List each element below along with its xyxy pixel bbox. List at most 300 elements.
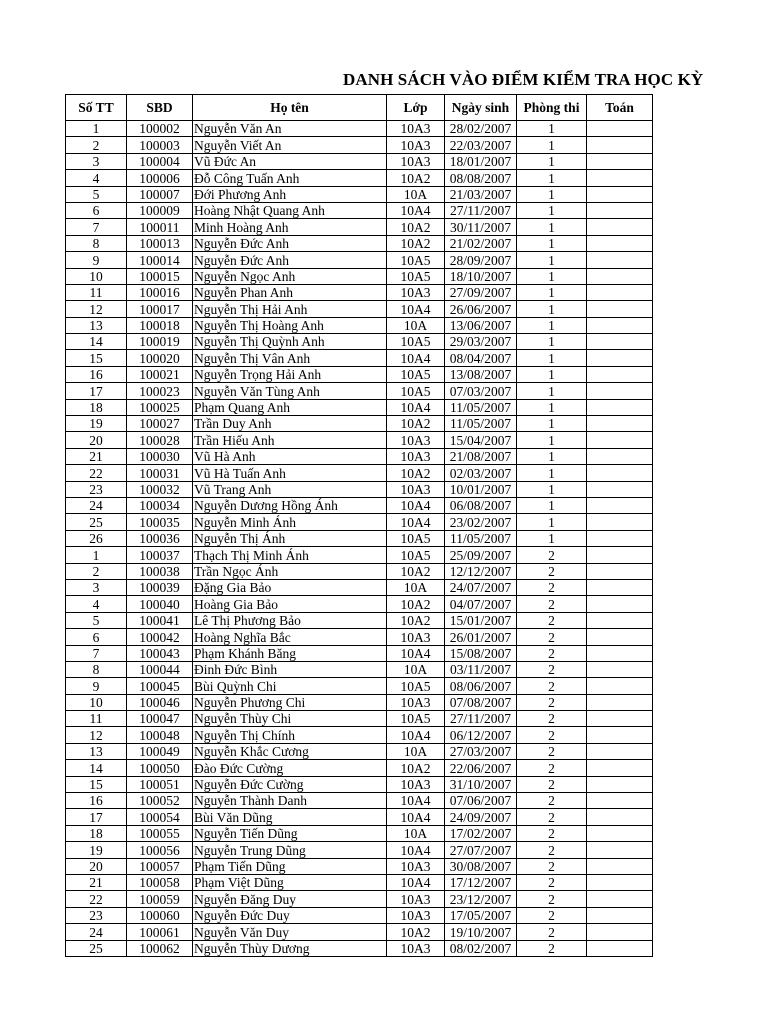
table-row bbox=[66, 121, 653, 137]
header-ho-ten: Họ tên bbox=[193, 95, 387, 121]
cell-lop: 10A2 bbox=[387, 219, 445, 235]
cell-lop: 10A2 bbox=[387, 612, 445, 628]
table-row bbox=[66, 940, 653, 956]
cell-ho-ten: Nguyễn Ngọc Anh bbox=[193, 268, 387, 284]
cell-sbd: 100058 bbox=[127, 874, 193, 890]
table-row bbox=[66, 596, 653, 612]
cell-stt: 2 bbox=[66, 563, 127, 579]
cell-ho-ten: Đỗ Công Tuấn Anh bbox=[193, 170, 387, 186]
cell-toan bbox=[587, 334, 653, 350]
cell-stt: 14 bbox=[66, 760, 127, 776]
cell-ho-ten: Lê Thị Phương Bảo bbox=[193, 612, 387, 628]
header-sbd: SBD bbox=[127, 95, 193, 121]
cell-toan bbox=[587, 366, 653, 382]
cell-sbd: 100023 bbox=[127, 383, 193, 399]
table-row bbox=[66, 809, 653, 825]
cell-ho-ten: Nguyễn Thị Vân Anh bbox=[193, 350, 387, 366]
cell-toan bbox=[587, 694, 653, 710]
cell-lop: 10A3 bbox=[387, 940, 445, 956]
cell-ngay-sinh: 11/05/2007 bbox=[445, 399, 517, 415]
cell-ho-ten: Bùi Quỳnh Chi bbox=[193, 678, 387, 694]
table-row bbox=[66, 694, 653, 710]
cell-sbd: 100028 bbox=[127, 432, 193, 448]
cell-ho-ten: Nguyễn Thị Hoàng Anh bbox=[193, 317, 387, 333]
cell-stt: 21 bbox=[66, 448, 127, 464]
table-row bbox=[66, 629, 653, 645]
cell-toan bbox=[587, 760, 653, 776]
cell-sbd: 100042 bbox=[127, 629, 193, 645]
cell-sbd: 100051 bbox=[127, 776, 193, 792]
table-row bbox=[66, 612, 653, 628]
cell-stt: 10 bbox=[66, 268, 127, 284]
cell-lop: 10A bbox=[387, 825, 445, 841]
cell-ho-ten: Nguyễn Thị Quỳnh Anh bbox=[193, 334, 387, 350]
cell-stt: 7 bbox=[66, 645, 127, 661]
cell-ngay-sinh: 17/12/2007 bbox=[445, 874, 517, 890]
table-row bbox=[66, 858, 653, 874]
cell-phong-thi: 1 bbox=[517, 448, 587, 464]
document-title: DANH SÁCH VÀO ĐIỂM KIỂM TRA HỌC KỲ bbox=[343, 70, 704, 89]
cell-phong-thi: 1 bbox=[517, 202, 587, 218]
cell-stt: 4 bbox=[66, 596, 127, 612]
cell-lop: 10A2 bbox=[387, 235, 445, 251]
cell-toan bbox=[587, 170, 653, 186]
cell-stt: 11 bbox=[66, 284, 127, 300]
cell-sbd: 100013 bbox=[127, 235, 193, 251]
cell-toan bbox=[587, 563, 653, 579]
cell-ngay-sinh: 12/12/2007 bbox=[445, 563, 517, 579]
cell-ngay-sinh: 08/04/2007 bbox=[445, 350, 517, 366]
cell-stt: 9 bbox=[66, 678, 127, 694]
cell-lop: 10A3 bbox=[387, 121, 445, 137]
cell-phong-thi: 2 bbox=[517, 924, 587, 940]
cell-sbd: 100062 bbox=[127, 940, 193, 956]
cell-stt: 10 bbox=[66, 694, 127, 710]
cell-lop: 10A5 bbox=[387, 383, 445, 399]
table-row bbox=[66, 924, 653, 940]
cell-lop: 10A3 bbox=[387, 891, 445, 907]
cell-phong-thi: 1 bbox=[517, 268, 587, 284]
cell-stt: 1 bbox=[66, 121, 127, 137]
cell-sbd: 100036 bbox=[127, 530, 193, 546]
table-row bbox=[66, 317, 653, 333]
table-row bbox=[66, 268, 653, 284]
student-list-table bbox=[65, 94, 653, 957]
cell-phong-thi: 1 bbox=[517, 383, 587, 399]
cell-toan bbox=[587, 661, 653, 677]
table-row bbox=[66, 825, 653, 841]
cell-phong-thi: 1 bbox=[517, 301, 587, 317]
cell-ho-ten: Nguyễn Văn Tùng Anh bbox=[193, 383, 387, 399]
cell-ho-ten: Nguyễn Văn Duy bbox=[193, 924, 387, 940]
cell-toan bbox=[587, 465, 653, 481]
cell-phong-thi: 1 bbox=[517, 284, 587, 300]
cell-toan bbox=[587, 301, 653, 317]
header-ngay-sinh: Ngày sinh bbox=[445, 95, 517, 121]
table-row bbox=[66, 350, 653, 366]
cell-ngay-sinh: 19/10/2007 bbox=[445, 924, 517, 940]
table-row bbox=[66, 678, 653, 694]
cell-ngay-sinh: 11/05/2007 bbox=[445, 416, 517, 432]
cell-stt: 25 bbox=[66, 940, 127, 956]
cell-ho-ten: Nguyễn Đức Anh bbox=[193, 235, 387, 251]
cell-ngay-sinh: 23/12/2007 bbox=[445, 891, 517, 907]
cell-ngay-sinh: 29/03/2007 bbox=[445, 334, 517, 350]
cell-toan bbox=[587, 924, 653, 940]
cell-sbd: 100054 bbox=[127, 809, 193, 825]
cell-stt: 19 bbox=[66, 416, 127, 432]
cell-phong-thi: 1 bbox=[517, 514, 587, 530]
cell-ho-ten: Nguyễn Khắc Cương bbox=[193, 743, 387, 759]
cell-stt: 8 bbox=[66, 661, 127, 677]
cell-sbd: 100019 bbox=[127, 334, 193, 350]
cell-ho-ten: Vũ Hà Anh bbox=[193, 448, 387, 464]
cell-sbd: 100043 bbox=[127, 645, 193, 661]
cell-stt: 17 bbox=[66, 809, 127, 825]
cell-sbd: 100039 bbox=[127, 579, 193, 595]
cell-stt: 16 bbox=[66, 366, 127, 382]
cell-ngay-sinh: 15/08/2007 bbox=[445, 645, 517, 661]
cell-lop: 10A4 bbox=[387, 842, 445, 858]
cell-stt: 19 bbox=[66, 842, 127, 858]
cell-toan bbox=[587, 842, 653, 858]
cell-sbd: 100040 bbox=[127, 596, 193, 612]
cell-stt: 9 bbox=[66, 252, 127, 268]
cell-toan bbox=[587, 235, 653, 251]
cell-ngay-sinh: 22/03/2007 bbox=[445, 137, 517, 153]
cell-ngay-sinh: 23/02/2007 bbox=[445, 514, 517, 530]
cell-toan bbox=[587, 579, 653, 595]
cell-lop: 10A2 bbox=[387, 465, 445, 481]
cell-phong-thi: 2 bbox=[517, 793, 587, 809]
cell-stt: 14 bbox=[66, 334, 127, 350]
cell-ho-ten: Nguyễn Đăng Duy bbox=[193, 891, 387, 907]
cell-ngay-sinh: 22/06/2007 bbox=[445, 760, 517, 776]
cell-ho-ten: Đào Đức Cường bbox=[193, 760, 387, 776]
cell-phong-thi: 1 bbox=[517, 153, 587, 169]
cell-sbd: 100050 bbox=[127, 760, 193, 776]
cell-stt: 6 bbox=[66, 629, 127, 645]
table-row bbox=[66, 235, 653, 251]
cell-phong-thi: 2 bbox=[517, 858, 587, 874]
cell-sbd: 100031 bbox=[127, 465, 193, 481]
table-row bbox=[66, 711, 653, 727]
cell-lop: 10A4 bbox=[387, 645, 445, 661]
cell-ngay-sinh: 13/08/2007 bbox=[445, 366, 517, 382]
cell-ngay-sinh: 30/08/2007 bbox=[445, 858, 517, 874]
cell-phong-thi: 1 bbox=[517, 121, 587, 137]
cell-phong-thi: 2 bbox=[517, 907, 587, 923]
table-row bbox=[66, 514, 653, 530]
cell-ngay-sinh: 04/07/2007 bbox=[445, 596, 517, 612]
cell-lop: 10A4 bbox=[387, 399, 445, 415]
cell-ho-ten: Nguyễn Minh Ánh bbox=[193, 514, 387, 530]
cell-ho-ten: Minh Hoàng Anh bbox=[193, 219, 387, 235]
cell-lop: 10A bbox=[387, 579, 445, 595]
table-row bbox=[66, 383, 653, 399]
cell-lop: 10A4 bbox=[387, 514, 445, 530]
table-row bbox=[66, 416, 653, 432]
table-row bbox=[66, 530, 653, 546]
cell-toan bbox=[587, 907, 653, 923]
cell-ngay-sinh: 11/05/2007 bbox=[445, 530, 517, 546]
table-row bbox=[66, 891, 653, 907]
cell-stt: 4 bbox=[66, 170, 127, 186]
cell-stt: 5 bbox=[66, 186, 127, 202]
cell-phong-thi: 2 bbox=[517, 596, 587, 612]
cell-stt: 20 bbox=[66, 858, 127, 874]
cell-phong-thi: 2 bbox=[517, 579, 587, 595]
cell-sbd: 100044 bbox=[127, 661, 193, 677]
cell-ngay-sinh: 21/03/2007 bbox=[445, 186, 517, 202]
cell-phong-thi: 2 bbox=[517, 694, 587, 710]
table-row bbox=[66, 497, 653, 513]
cell-ngay-sinh: 08/08/2007 bbox=[445, 170, 517, 186]
cell-ngay-sinh: 21/08/2007 bbox=[445, 448, 517, 464]
cell-toan bbox=[587, 743, 653, 759]
cell-sbd: 100059 bbox=[127, 891, 193, 907]
cell-phong-thi: 1 bbox=[517, 366, 587, 382]
cell-toan bbox=[587, 399, 653, 415]
cell-lop: 10A5 bbox=[387, 547, 445, 563]
table-row bbox=[66, 874, 653, 890]
table-row bbox=[66, 252, 653, 268]
cell-ngay-sinh: 25/09/2007 bbox=[445, 547, 517, 563]
cell-ngay-sinh: 27/03/2007 bbox=[445, 743, 517, 759]
cell-ngay-sinh: 03/11/2007 bbox=[445, 661, 517, 677]
cell-ho-ten: Nguyễn Đức Cường bbox=[193, 776, 387, 792]
cell-lop: 10A5 bbox=[387, 366, 445, 382]
cell-stt: 23 bbox=[66, 907, 127, 923]
cell-stt: 26 bbox=[66, 530, 127, 546]
cell-stt: 7 bbox=[66, 219, 127, 235]
cell-stt: 24 bbox=[66, 497, 127, 513]
cell-ngay-sinh: 07/06/2007 bbox=[445, 793, 517, 809]
cell-phong-thi: 1 bbox=[517, 530, 587, 546]
table-row bbox=[66, 793, 653, 809]
cell-ho-ten: Phạm Khánh Băng bbox=[193, 645, 387, 661]
cell-toan bbox=[587, 858, 653, 874]
cell-ho-ten: Nguyễn Phan Anh bbox=[193, 284, 387, 300]
cell-sbd: 100060 bbox=[127, 907, 193, 923]
cell-ngay-sinh: 28/09/2007 bbox=[445, 252, 517, 268]
cell-ho-ten: Trần Hiếu Anh bbox=[193, 432, 387, 448]
cell-lop: 10A2 bbox=[387, 563, 445, 579]
cell-stt: 11 bbox=[66, 711, 127, 727]
cell-phong-thi: 2 bbox=[517, 563, 587, 579]
cell-stt: 15 bbox=[66, 776, 127, 792]
cell-ho-ten: Nguyễn Đức Anh bbox=[193, 252, 387, 268]
cell-sbd: 100017 bbox=[127, 301, 193, 317]
cell-phong-thi: 1 bbox=[517, 416, 587, 432]
cell-toan bbox=[587, 645, 653, 661]
cell-sbd: 100004 bbox=[127, 153, 193, 169]
cell-ngay-sinh: 27/11/2007 bbox=[445, 202, 517, 218]
cell-sbd: 100041 bbox=[127, 612, 193, 628]
cell-sbd: 100049 bbox=[127, 743, 193, 759]
cell-ho-ten: Nguyễn Tiến Dũng bbox=[193, 825, 387, 841]
cell-sbd: 100011 bbox=[127, 219, 193, 235]
table-row bbox=[66, 448, 653, 464]
cell-lop: 10A5 bbox=[387, 268, 445, 284]
table-row bbox=[66, 465, 653, 481]
cell-sbd: 100020 bbox=[127, 350, 193, 366]
cell-lop: 10A3 bbox=[387, 858, 445, 874]
cell-ngay-sinh: 17/05/2007 bbox=[445, 907, 517, 923]
cell-phong-thi: 1 bbox=[517, 137, 587, 153]
cell-toan bbox=[587, 825, 653, 841]
cell-sbd: 100046 bbox=[127, 694, 193, 710]
cell-sbd: 100032 bbox=[127, 481, 193, 497]
cell-sbd: 100014 bbox=[127, 252, 193, 268]
cell-toan bbox=[587, 530, 653, 546]
cell-stt: 12 bbox=[66, 301, 127, 317]
table-row bbox=[66, 366, 653, 382]
cell-toan bbox=[587, 727, 653, 743]
cell-stt: 13 bbox=[66, 743, 127, 759]
cell-ho-ten: Phạm Việt Dũng bbox=[193, 874, 387, 890]
table-row bbox=[66, 334, 653, 350]
cell-ngay-sinh: 07/08/2007 bbox=[445, 694, 517, 710]
cell-lop: 10A4 bbox=[387, 497, 445, 513]
cell-lop: 10A4 bbox=[387, 301, 445, 317]
cell-phong-thi: 2 bbox=[517, 776, 587, 792]
cell-stt: 22 bbox=[66, 465, 127, 481]
cell-phong-thi: 1 bbox=[517, 399, 587, 415]
cell-toan bbox=[587, 891, 653, 907]
cell-stt: 13 bbox=[66, 317, 127, 333]
cell-toan bbox=[587, 481, 653, 497]
table-row bbox=[66, 579, 653, 595]
table-row bbox=[66, 202, 653, 218]
cell-ngay-sinh: 27/09/2007 bbox=[445, 284, 517, 300]
cell-toan bbox=[587, 612, 653, 628]
cell-sbd: 100034 bbox=[127, 497, 193, 513]
cell-phong-thi: 2 bbox=[517, 678, 587, 694]
cell-phong-thi: 2 bbox=[517, 940, 587, 956]
cell-phong-thi: 1 bbox=[517, 497, 587, 513]
cell-phong-thi: 1 bbox=[517, 235, 587, 251]
cell-sbd: 100030 bbox=[127, 448, 193, 464]
cell-lop: 10A3 bbox=[387, 481, 445, 497]
cell-toan bbox=[587, 317, 653, 333]
cell-lop: 10A4 bbox=[387, 727, 445, 743]
cell-toan bbox=[587, 678, 653, 694]
cell-toan bbox=[587, 219, 653, 235]
cell-sbd: 100003 bbox=[127, 137, 193, 153]
cell-stt: 18 bbox=[66, 825, 127, 841]
table-row bbox=[66, 481, 653, 497]
cell-sbd: 100052 bbox=[127, 793, 193, 809]
cell-toan bbox=[587, 432, 653, 448]
cell-ngay-sinh: 08/02/2007 bbox=[445, 940, 517, 956]
cell-ho-ten: Nguyễn Viết An bbox=[193, 137, 387, 153]
cell-phong-thi: 2 bbox=[517, 645, 587, 661]
cell-ho-ten: Vũ Đức An bbox=[193, 153, 387, 169]
cell-sbd: 100025 bbox=[127, 399, 193, 415]
cell-ho-ten: Hoàng Nhật Quang Anh bbox=[193, 202, 387, 218]
table-row bbox=[66, 137, 653, 153]
cell-ho-ten: Phạm Tiến Dũng bbox=[193, 858, 387, 874]
cell-lop: 10A5 bbox=[387, 678, 445, 694]
cell-stt: 16 bbox=[66, 793, 127, 809]
cell-ngay-sinh: 27/07/2007 bbox=[445, 842, 517, 858]
cell-phong-thi: 1 bbox=[517, 186, 587, 202]
cell-ho-ten: Bùi Văn Dũng bbox=[193, 809, 387, 825]
table-row bbox=[66, 547, 653, 563]
cell-sbd: 100045 bbox=[127, 678, 193, 694]
cell-stt: 12 bbox=[66, 727, 127, 743]
cell-ho-ten: Hoàng Nghĩa Bắc bbox=[193, 629, 387, 645]
cell-phong-thi: 1 bbox=[517, 350, 587, 366]
cell-sbd: 100048 bbox=[127, 727, 193, 743]
table-row bbox=[66, 153, 653, 169]
cell-ho-ten: Nguyễn Thành Danh bbox=[193, 793, 387, 809]
cell-stt: 3 bbox=[66, 153, 127, 169]
cell-ngay-sinh: 24/07/2007 bbox=[445, 579, 517, 595]
cell-toan bbox=[587, 252, 653, 268]
cell-toan bbox=[587, 202, 653, 218]
cell-ho-ten: Nguyễn Thị Hải Anh bbox=[193, 301, 387, 317]
cell-ngay-sinh: 06/08/2007 bbox=[445, 497, 517, 513]
table-row bbox=[66, 432, 653, 448]
cell-toan bbox=[587, 137, 653, 153]
cell-phong-thi: 1 bbox=[517, 170, 587, 186]
cell-phong-thi: 1 bbox=[517, 219, 587, 235]
cell-lop: 10A2 bbox=[387, 924, 445, 940]
cell-ho-ten: Nguyễn Trọng Hải Anh bbox=[193, 366, 387, 382]
cell-toan bbox=[587, 629, 653, 645]
cell-ngay-sinh: 26/06/2007 bbox=[445, 301, 517, 317]
cell-lop: 10A4 bbox=[387, 202, 445, 218]
cell-ho-ten: Vũ Hà Tuấn Anh bbox=[193, 465, 387, 481]
cell-ngay-sinh: 17/02/2007 bbox=[445, 825, 517, 841]
cell-phong-thi: 2 bbox=[517, 874, 587, 890]
table-row bbox=[66, 776, 653, 792]
cell-toan bbox=[587, 121, 653, 137]
cell-toan bbox=[587, 416, 653, 432]
cell-sbd: 100021 bbox=[127, 366, 193, 382]
cell-toan bbox=[587, 776, 653, 792]
cell-phong-thi: 2 bbox=[517, 760, 587, 776]
cell-toan bbox=[587, 711, 653, 727]
cell-ho-ten: Thạch Thị Minh Ánh bbox=[193, 547, 387, 563]
cell-stt: 2 bbox=[66, 137, 127, 153]
cell-lop: 10A bbox=[387, 186, 445, 202]
cell-sbd: 100009 bbox=[127, 202, 193, 218]
cell-sbd: 100035 bbox=[127, 514, 193, 530]
table-row bbox=[66, 760, 653, 776]
table-row bbox=[66, 186, 653, 202]
table-row bbox=[66, 399, 653, 415]
cell-phong-thi: 2 bbox=[517, 842, 587, 858]
cell-ho-ten: Hoàng Gia Bảo bbox=[193, 596, 387, 612]
cell-toan bbox=[587, 448, 653, 464]
cell-stt: 5 bbox=[66, 612, 127, 628]
table-row bbox=[66, 170, 653, 186]
cell-phong-thi: 1 bbox=[517, 334, 587, 350]
cell-lop: 10A5 bbox=[387, 530, 445, 546]
cell-stt: 1 bbox=[66, 547, 127, 563]
table-row bbox=[66, 301, 653, 317]
cell-phong-thi: 2 bbox=[517, 727, 587, 743]
cell-stt: 21 bbox=[66, 874, 127, 890]
cell-lop: 10A5 bbox=[387, 711, 445, 727]
cell-stt: 8 bbox=[66, 235, 127, 251]
table-row bbox=[66, 645, 653, 661]
cell-phong-thi: 1 bbox=[517, 252, 587, 268]
cell-toan bbox=[587, 383, 653, 399]
